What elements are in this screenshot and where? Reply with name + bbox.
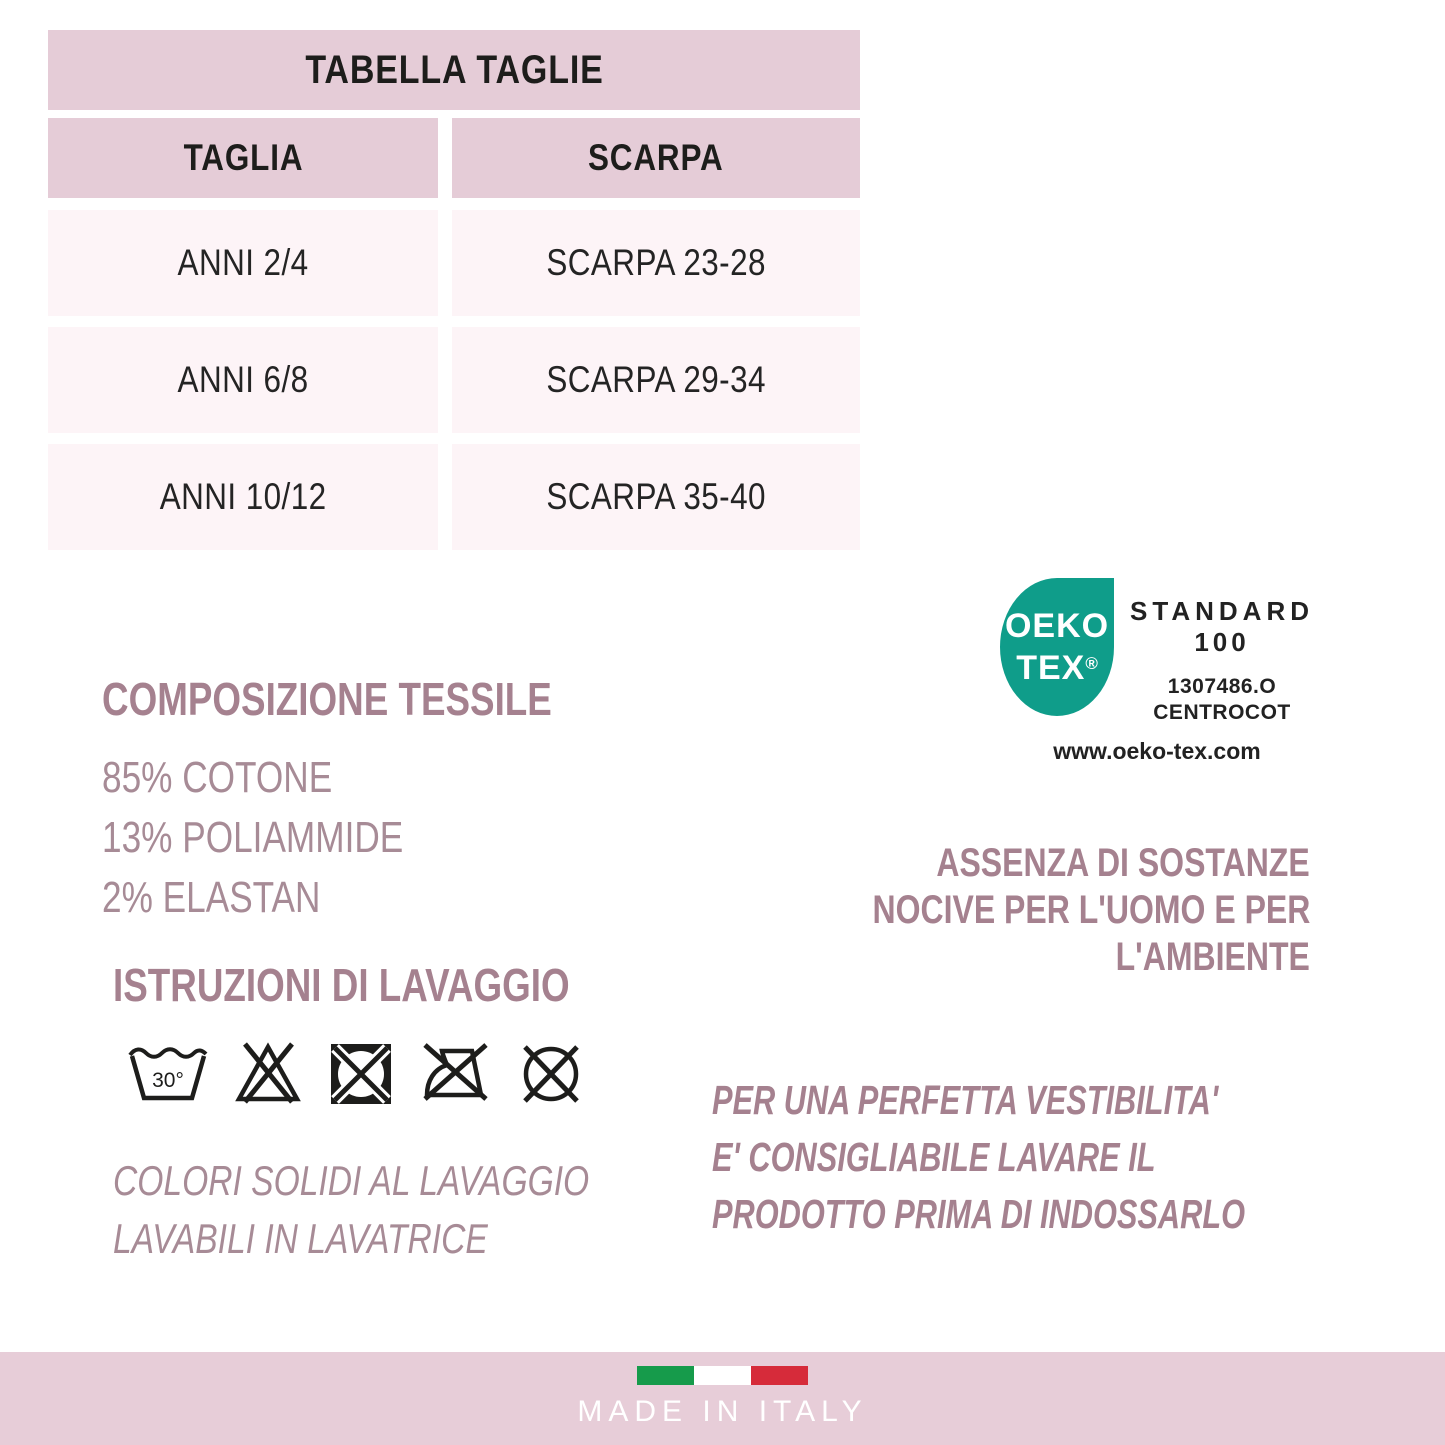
wash-note-line: COLORI SOLIDI AL LAVAGGIO [113, 1157, 590, 1204]
wash-note-line: LAVABILI IN LAVATRICE [113, 1215, 488, 1262]
footer-band [0, 1352, 1445, 1445]
size-table-title [48, 30, 860, 110]
cell-taglia-2: ANNI 6/8 [48, 327, 438, 433]
fit-advice-line: E' CONSIGLIABILE LAVARE IL [712, 1134, 1156, 1180]
flag-red-stripe [751, 1366, 808, 1385]
column-header-scarpa: SCARPA [452, 118, 860, 198]
wash-30-icon [126, 1038, 210, 1110]
absence-line: ASSENZA DI SOSTANZE [936, 841, 1310, 885]
cell-scarpa-1: SCARPA 23-28 [452, 210, 860, 316]
flag-green-stripe [637, 1366, 694, 1385]
composition-item: 85% COTONE [102, 753, 333, 802]
absence-line: NOCIVE PER L'UOMO E PER [872, 888, 1310, 932]
do-not-iron-icon [418, 1038, 494, 1110]
flag-white-stripe [694, 1366, 751, 1385]
washing-title: ISTRUZIONI DI LAVAGGIO [113, 959, 570, 1011]
oeko-standard-number: 100 [1194, 627, 1250, 657]
oeko-logo-line1: OEKO [1004, 607, 1110, 645]
do-not-dry-clean-icon [516, 1038, 586, 1110]
size-table-header-row [48, 118, 860, 210]
washing-icons-row [126, 1038, 586, 1110]
size-table [48, 30, 860, 561]
oeko-tex-logo-icon [1000, 578, 1114, 716]
table-row [48, 327, 860, 444]
composition-item: 2% ELASTAN [102, 873, 321, 922]
composition-title: COMPOSIZIONE TESSILE [102, 673, 552, 725]
fit-advice-line: PER UNA PERFETTA VESTIBILITA' [712, 1077, 1219, 1123]
oeko-cert-number: 1307486.O [1167, 675, 1277, 698]
cell-scarpa-3: SCARPA 35-40 [452, 444, 860, 550]
table-row [48, 444, 860, 561]
wash-note [113, 1152, 708, 1268]
do-not-bleach-icon [232, 1038, 304, 1110]
made-in-italy-label: MADE IN ITALY [577, 1395, 868, 1428]
oeko-standard-block [1130, 578, 1314, 726]
registered-trademark-icon: ® [1085, 654, 1098, 673]
cell-scarpa-2: SCARPA 29-34 [452, 327, 860, 433]
column-header-taglia: TAGLIA [48, 118, 438, 198]
cell-taglia-3: ANNI 10/12 [48, 444, 438, 550]
table-row [48, 210, 860, 327]
svg-text:30°: 30° [152, 1069, 184, 1092]
cell-taglia-1: ANNI 2/4 [48, 210, 438, 316]
absence-claim [763, 840, 1310, 981]
italian-flag-icon [637, 1366, 808, 1385]
composition-item: 13% POLIAMMIDE [102, 813, 404, 862]
size-table-title-text: TABELLA TAGLIE [304, 47, 604, 92]
composition-list [102, 748, 479, 928]
do-not-tumble-dry-icon [326, 1038, 396, 1110]
oeko-tex-block [1000, 578, 1314, 765]
fit-advice-line: PRODOTTO PRIMA DI INDOSSARLO [712, 1191, 1246, 1237]
fit-advice [712, 1072, 1423, 1243]
oeko-tex-row [1000, 578, 1314, 726]
absence-line: L'AMBIENTE [1115, 935, 1310, 979]
oeko-logo-line2: TEX® [1016, 649, 1098, 687]
oeko-website: www.oeko-tex.com [1053, 738, 1261, 764]
oeko-standard-label: STANDARD [1130, 596, 1314, 626]
oeko-institute: CENTROCOT [1153, 701, 1291, 724]
